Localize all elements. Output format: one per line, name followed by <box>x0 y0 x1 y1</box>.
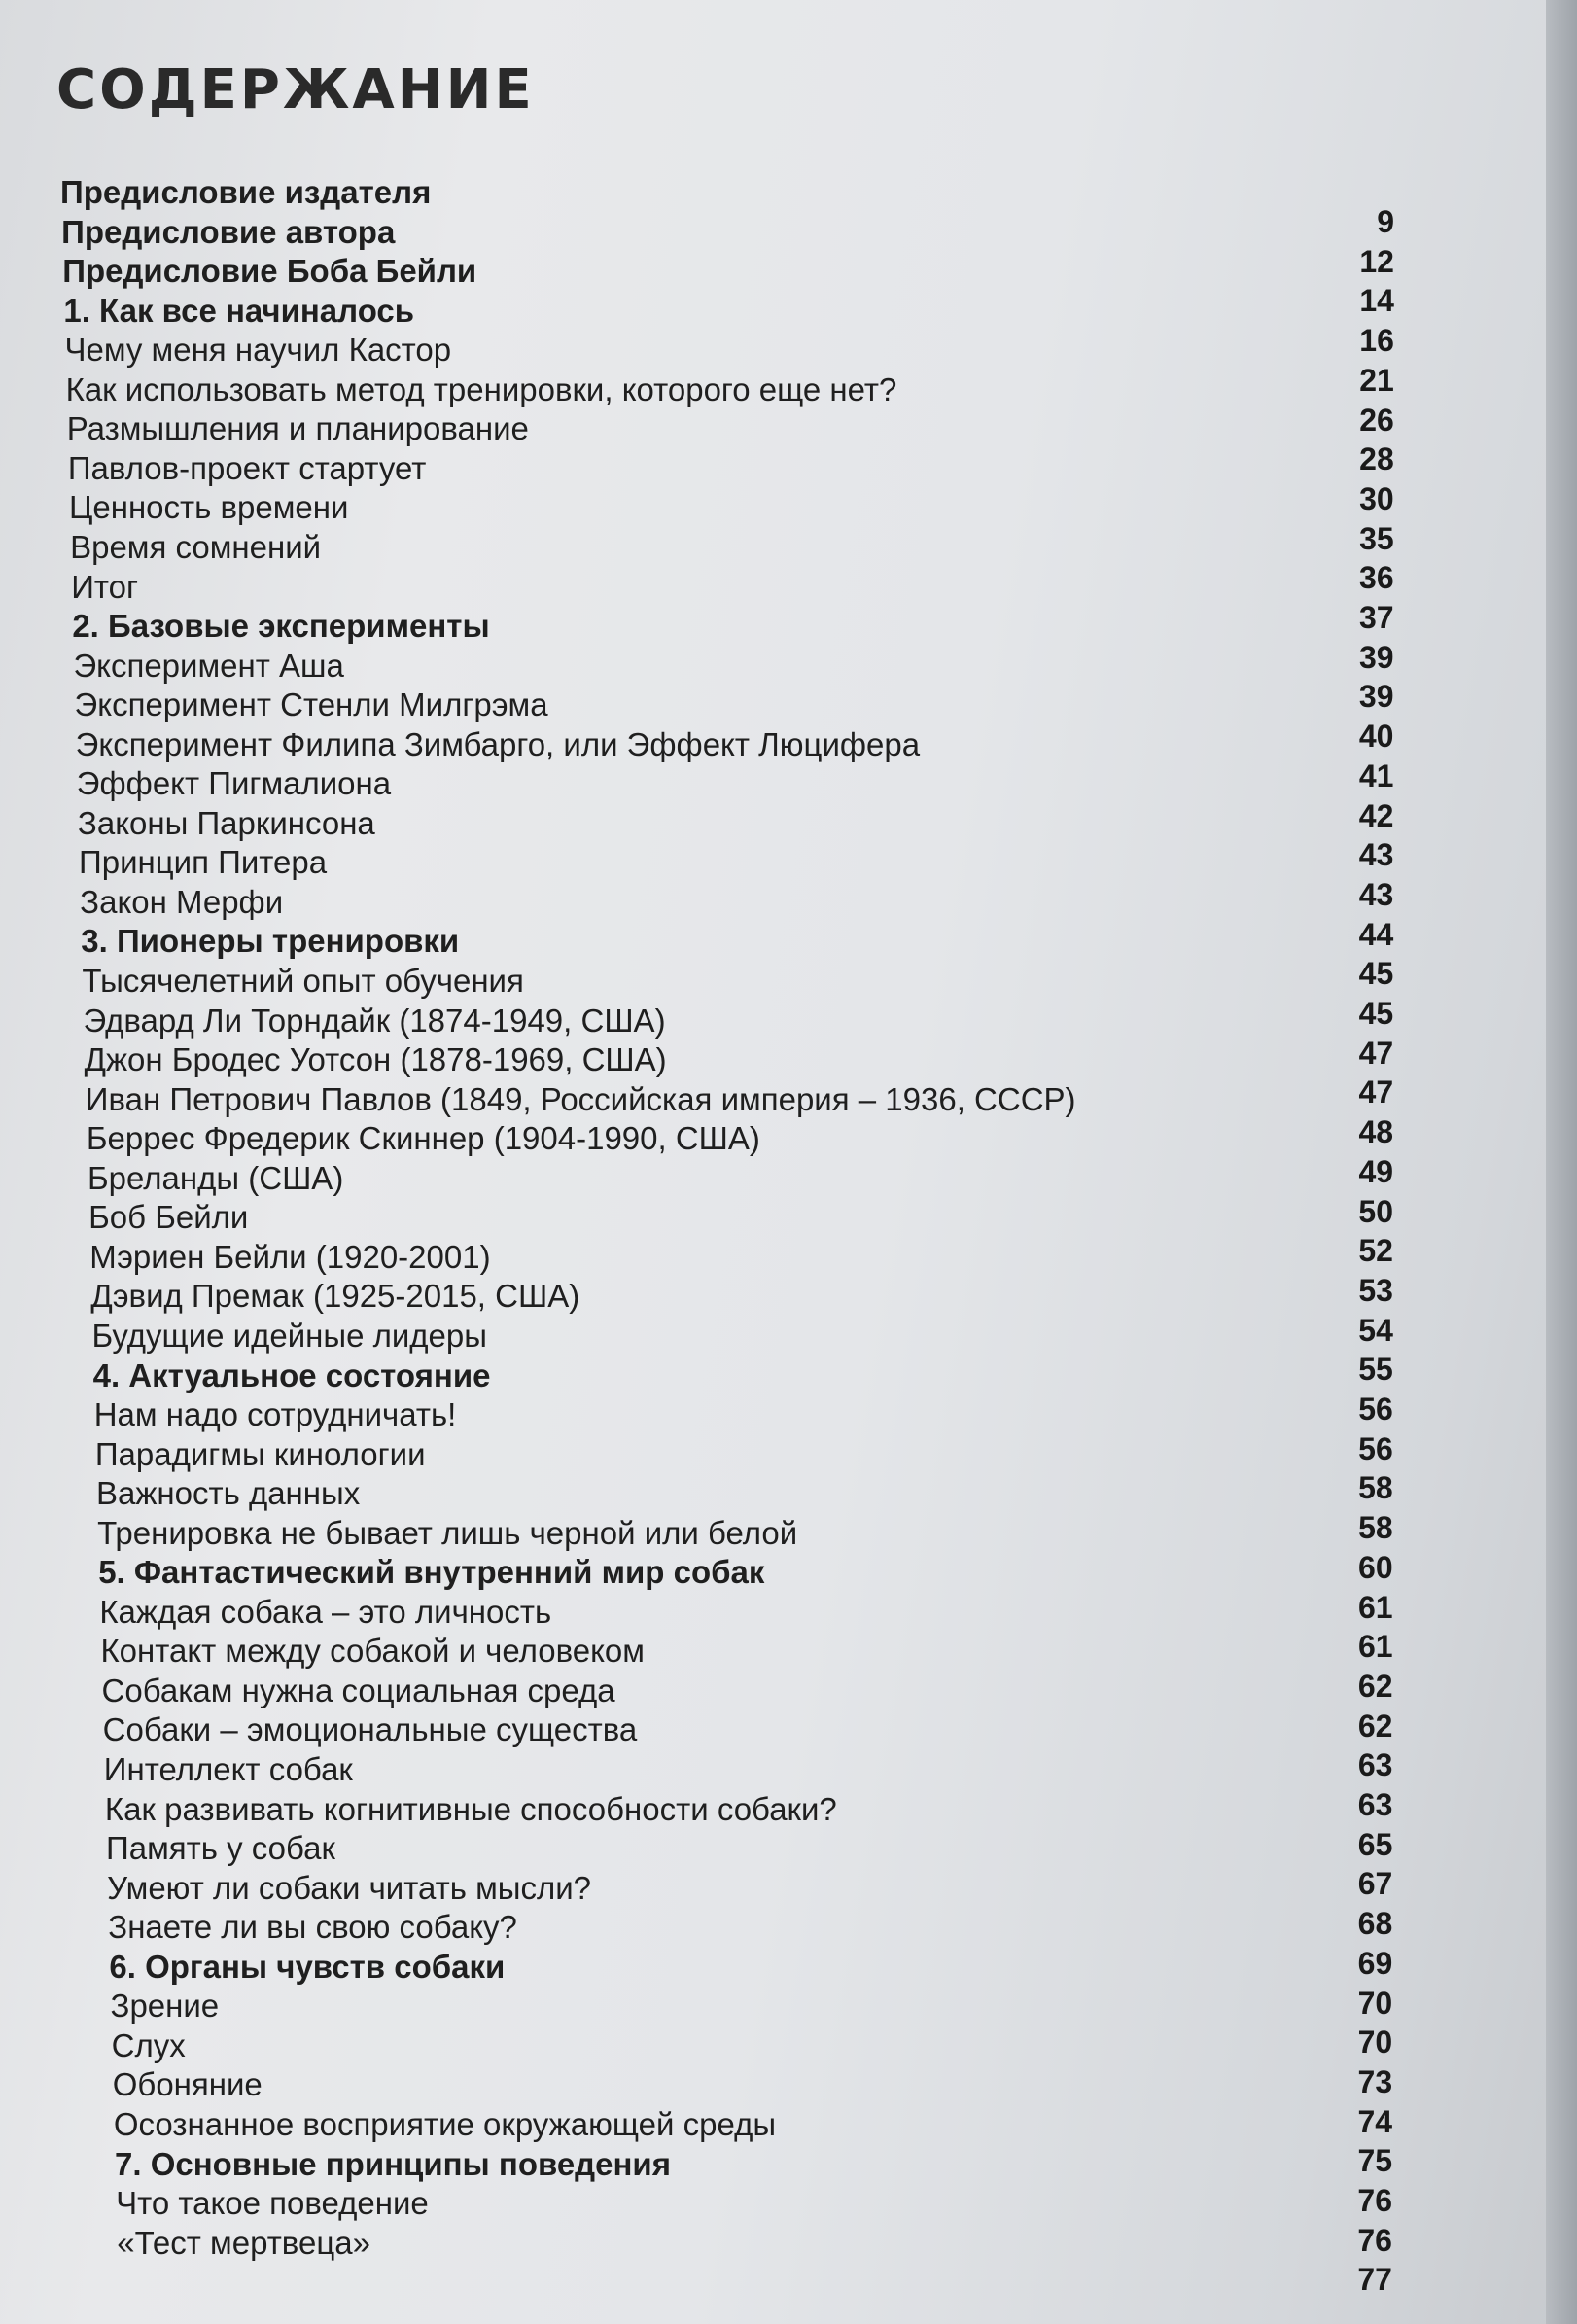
toc-page-number: 49 <box>1358 1153 1394 1189</box>
toc-chapter: 4. Актуальное состояние <box>92 1356 491 1393</box>
toc-page-number: 76 <box>1357 2222 1392 2258</box>
toc-entry: Знаете ли вы свою собаку? <box>108 1909 517 1946</box>
toc-page-number: 58 <box>1358 1470 1393 1506</box>
toc-chapter: 6. Органы чувств собаки <box>109 1948 506 1985</box>
toc-page-number: 14 <box>1359 283 1394 319</box>
toc-page-number: 77 <box>1357 2262 1392 2298</box>
toc-page-number: 41 <box>1358 757 1394 793</box>
toc-page-number: 56 <box>1358 1391 1393 1426</box>
toc-entry: Интеллект собак <box>103 1751 353 1787</box>
toc-page-number: 73 <box>1357 2063 1393 2099</box>
toc-entry: Как использовать метод тренировки, которого еще нет? <box>65 370 897 407</box>
toc-entry: Итог <box>71 568 139 605</box>
toc-entry: Каждая собака – это личность <box>99 1593 552 1630</box>
toc-entry: Принцип Питера <box>79 844 328 881</box>
toc-page-number: 47 <box>1358 1074 1394 1110</box>
toc-entry: Эксперимент Аша <box>73 647 344 684</box>
toc-page-number: 67 <box>1357 1866 1393 1902</box>
toc-page-number: 61 <box>1358 1589 1393 1625</box>
toc-entry: «Тест мертвеца» <box>117 2224 370 2261</box>
toc-page-number: 63 <box>1357 1787 1393 1822</box>
toc-page-number: 61 <box>1357 1629 1393 1665</box>
toc-page-number: 39 <box>1358 639 1394 675</box>
toc-page-number: 9 <box>1377 204 1394 239</box>
toc-entry: Эксперимент Филипа Зимбарго, или Эффект Люцифера <box>75 725 921 762</box>
toc-chapter: 5. Фантастический внутренний мир собак <box>98 1554 765 1591</box>
toc-page-number: 39 <box>1358 679 1394 715</box>
toc-entry: Эксперимент Стенли Милгрэма <box>74 687 548 723</box>
toc-page-number: 21 <box>1359 362 1394 398</box>
toc-entry: Законы Паркинсона <box>77 804 375 841</box>
toc-page-number: 68 <box>1357 1906 1393 1942</box>
toc-entry: Слух <box>111 2026 186 2063</box>
toc-page-number: 44 <box>1358 916 1394 952</box>
toc-entry: Что такое поведение <box>116 2185 429 2222</box>
toc-page-number: 53 <box>1358 1272 1393 1308</box>
toc-entry: Закон Мерфи <box>80 883 284 920</box>
toc-page-number: 69 <box>1357 1945 1393 1981</box>
toc-page-number: 26 <box>1359 402 1394 438</box>
toc-page-number: 42 <box>1358 797 1394 833</box>
toc-entry: Мэриен Бейли (1920-2001) <box>89 1238 491 1275</box>
toc-entry: Важность данных <box>95 1475 361 1512</box>
toc-page-number: 63 <box>1357 1747 1393 1783</box>
toc-page-number: 43 <box>1358 837 1394 873</box>
toc-page-number: 75 <box>1357 2143 1393 2179</box>
toc-entry: Размышления и планирование <box>66 410 529 447</box>
page-title: СОДЕРЖАНИЕ <box>56 58 535 122</box>
toc-entry: Беррес Фредерик Скиннер (1904-1990, США) <box>86 1120 760 1157</box>
toc-entry: Джон Бродес Уотсон (1878-1969, США) <box>84 1041 667 1078</box>
toc-entry: Эффект Пигмалиона <box>76 765 392 802</box>
toc-entry: Будущие идейные лидеры <box>91 1317 487 1354</box>
toc-page-number: 52 <box>1358 1233 1393 1269</box>
toc-page-number: 43 <box>1358 876 1394 912</box>
toc-page-number: 54 <box>1358 1312 1393 1348</box>
toc-entry: Боб Бейли <box>88 1199 249 1236</box>
toc-entry: Парадигмы кинологии <box>94 1435 426 1472</box>
toc-page-number: 40 <box>1358 719 1394 755</box>
toc-entry: Контакт между собакой и человеком <box>100 1633 645 1670</box>
toc-page-number: 55 <box>1358 1352 1393 1388</box>
toc-chapter: Предисловие автора <box>61 213 396 250</box>
toc-page-number: 50 <box>1358 1193 1393 1229</box>
toc-page-number: 45 <box>1358 956 1394 992</box>
toc-chapter: 1. Как все начиналось <box>63 292 415 329</box>
toc-entry: Бреланды (США) <box>88 1159 344 1196</box>
toc-page-number: 65 <box>1357 1826 1393 1862</box>
toc-entry: Время сомнений <box>70 528 322 565</box>
page-edge <box>1546 0 1577 2324</box>
toc-page-number: 60 <box>1358 1549 1393 1585</box>
toc-entry: Нам надо сотрудничать! <box>93 1396 457 1433</box>
toc-chapter: Предисловие издателя <box>60 174 432 210</box>
toc-entry: Чему меня научил Кастор <box>64 332 452 369</box>
toc-entry: Павлов-проект стартует <box>67 449 427 486</box>
toc-entry: Как развивать когнитивные способности собаки? <box>104 1790 837 1827</box>
toc-page-number: 16 <box>1359 323 1394 359</box>
toc-entry: Эдвард Ли Торндайк (1874-1949, США) <box>83 1002 666 1039</box>
toc-entry: Память у собак <box>106 1830 335 1867</box>
toc-entry: Осознанное восприятие окружающей среды <box>113 2105 777 2142</box>
toc-entry: Умеют ли собаки читать мысли? <box>107 1869 592 1906</box>
toc-page-number: 76 <box>1357 2183 1392 2218</box>
toc-page-number: 47 <box>1358 1035 1394 1071</box>
toc-entry: Зрение <box>110 1988 220 2025</box>
toc-entry: Дэвид Премак (1925-2015, США) <box>90 1278 580 1315</box>
toc-entry: Обоняние <box>112 2066 263 2103</box>
toc-page-number: 45 <box>1358 996 1394 1031</box>
toc-page-number: 62 <box>1357 1708 1393 1743</box>
toc-page-number: 70 <box>1357 2025 1393 2060</box>
toc-page-number: 70 <box>1357 1985 1393 2021</box>
toc-page-number: 30 <box>1359 480 1394 516</box>
toc-page-number: 12 <box>1359 243 1394 279</box>
toc-page-number: 37 <box>1359 600 1394 635</box>
toc-entry: Тренировка не бывает лишь черной или белой <box>97 1514 798 1551</box>
toc-page-number: 56 <box>1358 1430 1393 1466</box>
toc-page-number: 74 <box>1357 2103 1393 2139</box>
toc-chapter: 3. Пионеры тренировки <box>81 923 460 960</box>
toc-entry: Ценность времени <box>68 489 349 526</box>
toc-entry: Тысячелетний опыт обучения <box>82 963 524 999</box>
toc-chapter: Предисловие Боба Бейли <box>62 253 477 290</box>
toc-chapter: 7. Основные принципы поведения <box>115 2145 671 2182</box>
toc-page-number: 62 <box>1357 1668 1393 1704</box>
toc-page-number: 48 <box>1358 1114 1394 1150</box>
toc-entry: Иван Петрович Павлов (1849, Российская империя – 1936, СССР) <box>85 1080 1076 1117</box>
toc-page-number: 58 <box>1358 1510 1393 1546</box>
toc-page-number: 36 <box>1359 560 1394 596</box>
toc-page-number: 35 <box>1359 520 1394 556</box>
toc-entry: Собаки – эмоциональные существа <box>102 1711 638 1748</box>
toc-page-number: 28 <box>1359 441 1394 477</box>
toc-entry: Собакам нужна социальная среда <box>101 1672 615 1708</box>
toc-chapter: 2. Базовые эксперименты <box>72 608 490 645</box>
